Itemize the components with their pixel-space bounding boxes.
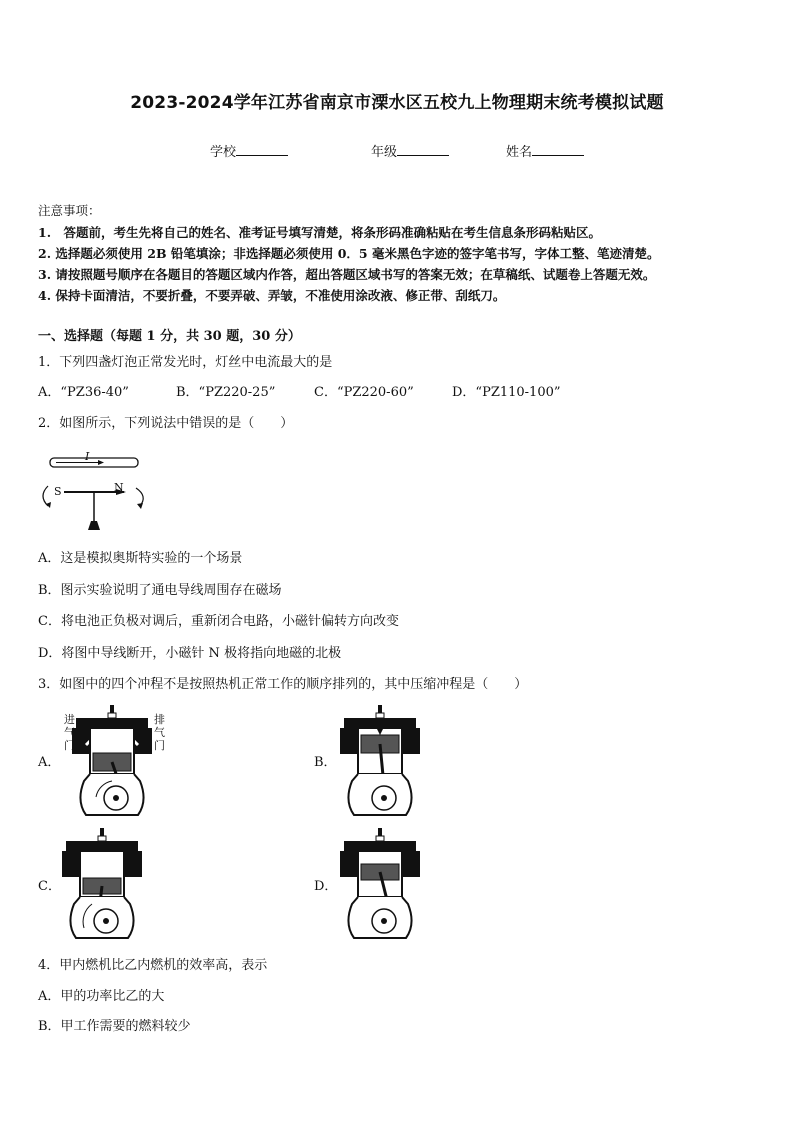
q2-option-b: B．图示实验说明了通电导线周围存在磁场 [38, 583, 282, 598]
engine-diagram-b [340, 705, 420, 823]
q1-option-c: C．“PZ220-60” [314, 385, 414, 400]
q1-option-d: D．“PZ110-100” [452, 385, 561, 400]
q3-option-a: A． [38, 755, 61, 770]
intake-valve-label: 进气门 [64, 713, 75, 752]
south-pole-label: S [54, 485, 62, 498]
section-heading: 一、选择题（每题 1 分，共 30 题，30 分） [38, 329, 301, 344]
q2-option-a: A．这是模拟奥斯特实验的一个场景 [38, 551, 243, 566]
notice-item-4: 4. 保持卡面清洁，不要折叠，不要弄破、弄皱，不准使用涂改液、修正带、刮纸刀。 [38, 288, 506, 303]
name-label: 姓名 [506, 145, 533, 160]
school-field [210, 141, 288, 160]
q4-stem: 4．甲内燃机比乙内燃机的效率高，表示 [38, 958, 268, 973]
exhaust-valve-label: 排气门 [154, 713, 165, 752]
grade-field [371, 141, 449, 160]
notice-item-1: 1. 答题前，考生先将自己的姓名、准考证号填写清楚，将条形码准确粘贴在考生信息条形码粘贴区。 [38, 225, 602, 240]
q1-stem: 1．下列四盏灯泡正常发光时，灯丝中电流最大的是 [38, 355, 333, 370]
q1-option-a: A．“PZ36-40” [38, 385, 129, 400]
school-blank [236, 143, 288, 156]
q2-option-d: D．将图中导线断开，小磁针 N 极将指向地磁的北极 [38, 646, 342, 661]
grade-label: 年级 [371, 145, 398, 160]
engine-diagram-d [340, 828, 420, 946]
current-label: I [85, 450, 90, 463]
north-pole-label: N [114, 481, 124, 494]
page-title: 2023-2024学年江苏省南京市溧水区五校九上物理期末统考模拟试题 [130, 93, 664, 113]
school-label: 学校 [210, 145, 237, 160]
notice-item-2: 2. 选择题必须使用 2B 铅笔填涂；非选择题必须使用 0．5 毫米黑色字迹的签字笔书写，字体工整、笔迹清楚。 [38, 246, 660, 261]
engine-diagram-a [72, 705, 152, 823]
name-field [506, 141, 584, 160]
q2-option-c: C．将电池正负极对调后，重新闭合电路，小磁针偏转方向改变 [38, 614, 399, 629]
q4-option-a: A．甲的功率比乙的大 [38, 989, 165, 1004]
q1-option-b: B．“PZ220-25” [176, 385, 276, 400]
engine-diagram-c [62, 828, 142, 946]
grade-blank [397, 143, 449, 156]
q3-stem: 3．如图中的四个冲程不是按照热机正常工作的顺序排列的，其中压缩冲程是（ ） [38, 677, 528, 692]
q3-option-d: D． [314, 879, 338, 894]
name-blank [532, 143, 584, 156]
q2-stem: 2．如图所示，下列说法中错误的是（ ） [38, 416, 294, 431]
q3-option-c: C． [38, 879, 61, 894]
q3-option-b: B． [314, 755, 337, 770]
q4-option-b: B．甲工作需要的燃料较少 [38, 1019, 191, 1034]
notice-item-3: 3. 请按照题号顺序在各题目的答题区域内作答，超出答题区域书写的答案无效；在草稿纸、试题卷上答题无效。 [38, 267, 656, 282]
notice-heading: 注意事项： [38, 203, 101, 218]
